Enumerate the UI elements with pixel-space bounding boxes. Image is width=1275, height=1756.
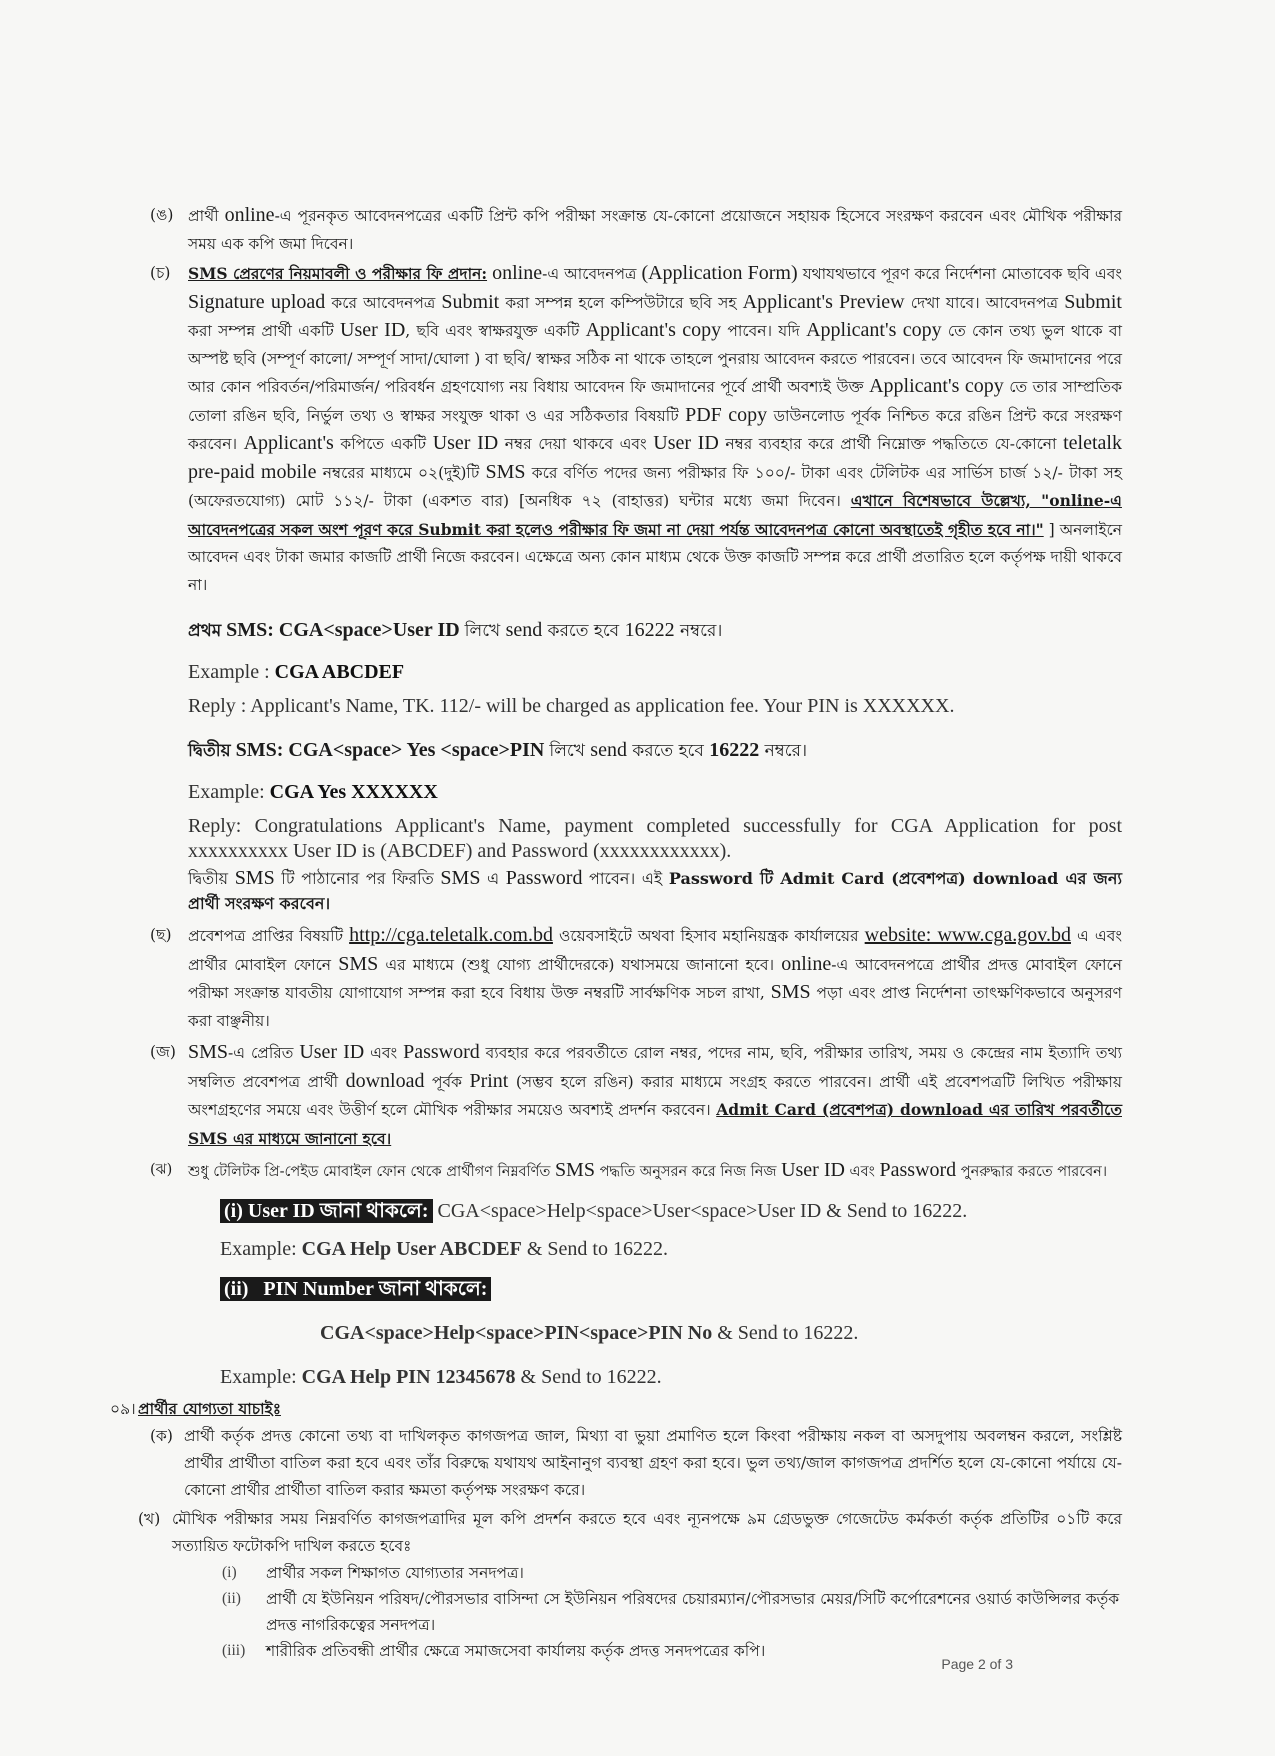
text: , ছবি এবং স্বাক্ষরযুক্ত একটি	[405, 322, 586, 340]
page-content	[110, 202, 1123, 1664]
recovery-command: CGA<space>Help<space>PIN<space>PIN No	[320, 1321, 713, 1344]
text-en: Signature upload	[188, 290, 326, 313]
text: নম্বর দেয়া থাকবে এবং	[498, 435, 654, 453]
sms-rules-heading: SMS প্রেরণের নিয়মাবলী ও পরীক্ষার ফি প্রদান:	[188, 264, 488, 283]
clause-ka	[150, 1423, 1122, 1504]
example-value: CGA ABCDEF	[274, 661, 405, 683]
text: নম্বরে।	[759, 741, 808, 761]
sms-step-2	[188, 737, 1122, 765]
section-number: ০৯।	[110, 1399, 136, 1418]
sms-step-2-reply: Reply: Congratulations Applicant's Name, payment completed successfully for CGA Application for post xxxxxxxxxx User ID is (ABCDEF) and Password (xxxxxxxxxxxx).	[188, 815, 1122, 862]
recovery-user-id-example	[220, 1235, 1122, 1263]
text-en: online	[492, 262, 543, 284]
marker-chh: (ছ)	[150, 926, 172, 944]
text: লিখে	[549, 741, 591, 761]
text: -এ আবেদনপত্রে প্রার্থীর প্রদত্ত মোবাইল ফোনে পরীক্ষা সংক্রান্ত যাবতীয় যোগাযোগ সম্পন্ন করা হবে বিধায় উক্ত নম্বরটি সার্বক্ষণিক সচল রাখা,	[188, 955, 1122, 1002]
text: পুনরুদ্ধার করতে পারবেন।	[956, 1164, 1108, 1180]
example-send: & Send to 16222.	[515, 1365, 662, 1388]
paragraph-u	[150, 202, 1122, 258]
text: এবং	[364, 1044, 404, 1062]
text-en: Applicant's	[243, 432, 334, 454]
marker-c: (চ)	[150, 264, 171, 282]
text: করে বর্ণিত পদের জন্য পরীক্ষার ফি ১০০/- টাকা এবং টেলিটক এর সার্ভিস চার্জ ১২/- টাকা সহ (অফেরতযোগ্য) মোট ১১২/- টাকা (একশত বার) [অনধিক ৭২ (বাহাত্তর) ঘন্টার মধ্যে জমা দিবেন।	[188, 463, 1122, 510]
clause-text: প্রার্থী কর্তৃক প্রদত্ত কোনো তথ্য বা দাখিলকৃত কাগজপত্র জাল, মিথ্যা বা ভুয়া প্রমাণিত হলে কিংবা পরীক্ষায় নকল বা অসদুপায় অবলম্বন করলে, সংশ্লিষ্ট প্রার্থীর প্রার্থীতা বাতিল করা হবে এবং তাঁর বিরুদ্ধে যথাযথ আইনানুগ ব্যবস্থা গ্রহণ করা হবে। ভুল তথ্য/জাল কাগজপত্র প্রদর্শিত হলে যে-কোনো পর্যায়ে যে-কোনো প্রার্থীর প্রার্থীতা বাতিল করার ক্ষমতা কর্তৃপক্ষ সংরক্ষণ করে।	[184, 1426, 1122, 1499]
recovery-pin-example	[220, 1363, 1122, 1391]
sms-step-1-example	[188, 659, 1122, 686]
text-en: Applicant's copy	[806, 319, 942, 341]
page-number: Page 2 of 3	[941, 1656, 1013, 1672]
fee-warning: এখানে বিশেষভাবে উল্লেখ্য, "online-এ আবেদনপত্রের সকল অংশ পূরণ করে Submit করা হলেও পরীক্ষার ফি জমা না দেয়া পর্যন্ত আবেদনপত্র কোনো অবস্থাতেই গৃহীত হবে না।"	[188, 491, 1122, 539]
document-item	[222, 1560, 1122, 1586]
text-en: online	[781, 952, 832, 975]
text-en: User ID	[340, 319, 406, 341]
text-en: Print	[469, 1069, 509, 1092]
text-en: SMS	[554, 1159, 595, 1181]
text: দ্বিতীয়	[188, 869, 235, 888]
text: করা সম্পন্ন হলে কম্পিউটারে ছবি সহ	[499, 293, 743, 312]
sms-command: SMS: CGA<space> Yes <space>PIN	[230, 739, 550, 761]
marker-j: (জ)	[150, 1043, 176, 1061]
section-title: প্রার্থীর যোগ্যতা যাচাইঃ	[138, 1398, 281, 1418]
example-value: CGA Help PIN 12345678	[301, 1365, 516, 1388]
text: -এ প্রেরিত	[228, 1044, 300, 1062]
text-en: teletalk pre-paid mobile	[188, 432, 1122, 483]
text: শুধু টেলিটক প্রি-পেইড মোবাইল ফোন থেকে প্রার্থীগণ নিম্নবর্ণিত	[188, 1164, 555, 1180]
text-en: Applicant's Preview	[742, 290, 905, 313]
text: নম্বরের মাধ্যমে ০২(দুই)টি	[316, 463, 486, 482]
text: পাবেন। যদি	[721, 322, 807, 340]
text: পড়া এবং প্রাপ্ত নির্দেশনা তাৎক্ষণিকভাবে অনুসরণ করা বাঞ্ছনীয়।	[188, 984, 1122, 1030]
text: নম্বর ব্যবহার করে প্রার্থী নিম্নোক্ত পদ্ধতিতে যে-কোনো	[718, 435, 1064, 453]
text: ওয়েবসাইটে অথবা হিসাব মহানিয়ন্ত্রক কার্যালয়ের	[552, 927, 865, 945]
paragraph-c-text	[188, 260, 1122, 599]
item-text: শারীরিক প্রতিবন্ধী প্রার্থীর ক্ষেত্রে সমাজসেবা কার্যালয় কর্তৃক প্রদত্ত সনদপত্রের কপি।	[266, 1641, 766, 1660]
text: পদ্ধতি অনুসরন করে নিজ নিজ	[594, 1164, 782, 1180]
recovery-pin	[220, 1275, 1122, 1303]
text: ডাউনলোড পূর্বক নিশ্চিত করে রঙিন প্রিন্ট করে সংরক্ষণ করবেন।	[188, 406, 1122, 453]
text-en: SMS	[770, 981, 811, 1003]
text: করতে হবে	[542, 621, 625, 641]
text-en: PDF copy	[685, 403, 768, 426]
text-en: Password	[403, 1041, 480, 1063]
text-en: send	[590, 739, 627, 761]
example-value: CGA Help User ABCDEF	[301, 1237, 522, 1260]
text-en: Submit	[1064, 290, 1122, 313]
recovery-command: CGA<space>Help<space>User<space>User ID	[432, 1199, 822, 1222]
text-en: send	[505, 619, 543, 641]
text-en: (Application Form)	[641, 262, 798, 284]
text: -এ পূরনকৃত আবেদনপত্রের একটি প্রিন্ট কপি পরীক্ষা সংক্রান্ত যে-কোনো প্রয়োজনে সহায়ক হিসেবে সংরক্ষণ করবেন এবং মৌখিক পরীক্ষার সময় এক কপি জমা দিবেন।	[188, 207, 1123, 253]
text-en: SMS	[485, 460, 526, 483]
text-en: Applicant's copy	[869, 375, 1004, 397]
paragraph-jh	[150, 1157, 1122, 1187]
text-en: User ID	[781, 1159, 845, 1181]
sms-step-label: প্রথম	[188, 621, 222, 641]
clause-marker: (খ)	[138, 1509, 161, 1528]
paragraph-j-text	[188, 1039, 1122, 1153]
paragraph-chh	[150, 922, 1122, 1035]
text: তে তার সাম্প্রতিক তোলা রঙিন ছবি, নির্ভুল তথ্য ও স্বাক্ষর সংযুক্ত থাকা ও এর সঠিকতার বিষয়টি	[188, 378, 1122, 425]
item-text: প্রার্থী যে ইউনিয়ন পরিষদ/পৌরসভার বাসিন্দা সে ইউনিয়ন পরিষদের চেয়ারম্যান/পৌরসভার মেয়র/সিটি কর্পোরেশনের ওয়ার্ড কাউন্সিলর কর্তৃক প্রদত্ত নাগরিকত্বের সনদপত্র।	[266, 1589, 1120, 1634]
item-marker: (iii)	[222, 1641, 246, 1659]
item-text: প্রার্থীর সকল শিক্ষাগত যোগ্যতার সনদপত্র।	[266, 1563, 524, 1582]
text-en: SMS	[188, 1041, 229, 1063]
sms-step-1	[188, 617, 1122, 645]
text: প্রবেশপত্র প্রাপ্তির বিষয়টি	[188, 927, 350, 945]
paragraph-j	[150, 1039, 1122, 1153]
sms-command: SMS: CGA<space>User ID	[221, 619, 465, 641]
paragraph-jh-text	[188, 1157, 1122, 1187]
text: এর মাধ্যমে (শুধু যোগ্য প্রার্থীদেরকে) যথাসময়ে জানানো হবে।	[378, 955, 782, 974]
text: যথাযথভাবে পূরণ করে নির্দেশনা মোতাবেক ছবি এবং	[797, 265, 1123, 283]
text: করা সম্পন্ন প্রার্থী একটি	[188, 322, 341, 340]
text-en: SMS	[440, 867, 481, 889]
item-marker: (i)	[222, 1563, 237, 1581]
recovery-pin-label: (ii) PIN Number জানা থাকলে:	[220, 1277, 491, 1301]
text: এবং	[844, 1164, 880, 1180]
text-en: User ID	[653, 432, 719, 454]
paragraph-c	[150, 260, 1122, 599]
password-note: Password টি Admit Card (প্রবেশপত্র) download এর জন্য প্রার্থী সংরক্ষণ করবেন।	[188, 869, 1123, 913]
text: তে কোন তথ্য ভুল থাকে বা অস্পষ্ট ছবি (সম্পূর্ণ কালো/ সম্পূর্ণ সাদা/ঘোলা ) বা ছবি/ স্বাক্ষর সঠিক না থাকে তাহলে পুনরায় আবেদন করতে পারবেন। তবে আবেদন ফি জমাদানের পরে আর কোন পরিবর্তন/পরিমার্জন/ পরিবর্ধন গ্রহণযোগ্য নয় বিধায় আবেদন ফি জমাদানের পূর্বে প্রার্থী অবশ্যই উক্ত	[188, 322, 1122, 396]
text: করে আবেদনপত্র	[325, 293, 442, 312]
text-en: User ID	[432, 432, 499, 454]
text-en: Password	[505, 867, 583, 889]
clause-text: মৌখিক পরীক্ষার সময় নিম্নবর্ণিত কাগজপত্রাদির মূল কপি প্রদর্শন করতে হবে এবং ন্যূনপক্ষে ৯ম গ্রেডভুক্ত গেজেটেড কর্মকর্তা কর্তৃক প্রতিটির ০১টি করে সত্যায়িত ফটোকপি দাখিল করতে হবেঃ	[172, 1509, 1122, 1555]
recovery-pin-command	[320, 1319, 1122, 1347]
text: পূর্বক	[424, 1072, 470, 1091]
sms-number: 16222	[709, 739, 760, 761]
sms-step-1-reply: Reply : Applicant's Name, TK. 112/- will be charged as application fee. Your PIN is XXXXXX.	[188, 695, 955, 717]
teletalk-link[interactable]: http://cga.teletalk.com.bd	[349, 924, 553, 946]
text: কপিতে একটি	[333, 435, 433, 453]
text: প্রার্থী	[188, 207, 225, 225]
sms-step-2-note	[188, 866, 1122, 916]
recovery-send: & Send to 16222.	[821, 1199, 968, 1222]
text: টি পাঠানোর পর ফিরতি	[274, 869, 441, 888]
text: এ এবং প্রার্থীর মোবাইল ফোনে	[188, 927, 1123, 974]
text: পাবেন। এই	[582, 869, 669, 888]
example-label: Example:	[220, 1237, 302, 1260]
text-en: online	[224, 204, 275, 226]
marker-jh: (ঝ)	[150, 1162, 173, 1178]
text: ব্যবহার করে পরবর্তীতে রোল নম্বর, পদের নাম, ছবি, পরীক্ষার তারিখ, সময় ও কেন্দ্রের নাম ইত্যাদি তথ্য সম্বলিত প্রবেশপত্র প্রার্থী	[188, 1044, 1122, 1091]
text-en: Submit	[441, 290, 500, 313]
text: এ	[480, 869, 506, 888]
recovery-user-id	[220, 1197, 1122, 1225]
document-item	[222, 1586, 1122, 1638]
section-heading	[110, 1397, 1122, 1421]
paragraph-u-text	[188, 202, 1122, 258]
text: ] অনলাইনে আবেদন এবং টাকা জমার কাজটি প্রার্থী নিজে করবেন। এক্ষেত্রে অন্য কোন মাধ্যম থেকে উক্ত কাজটি সম্পন্ন করে প্রার্থী প্রতারিত হলে কর্তৃপক্ষ দায়ী থাকবে না।	[188, 520, 1122, 594]
recovery-send: & Send to 16222.	[712, 1321, 859, 1344]
section-eligibility	[110, 1397, 1122, 1664]
text: -এ আবেদনপত্র	[542, 265, 642, 283]
example-label: Example:	[188, 781, 270, 803]
text: (সম্ভব হলে রঙিন) করার মাধ্যমে সংগ্রহ করতে পারবেন। প্রার্থী এই প্রবেশপত্রটি লিখিত পরীক্ষায় অংশগ্রহণের সময়ে এবং উত্তীর্ণ হলে মৌখিক পরীক্ষার সময়েও অবশ্যই প্রদর্শন করবেন।	[188, 1072, 1122, 1119]
text-en: Applicant's copy	[585, 319, 722, 341]
text-en: download	[345, 1069, 425, 1092]
example-label: Example:	[220, 1365, 302, 1388]
example-value: CGA Yes XXXXXX	[269, 781, 438, 803]
cga-website-link[interactable]: website: www.cga.gov.bd	[864, 924, 1071, 946]
sms-step-label: দ্বিতীয়	[188, 741, 231, 761]
example-label: Example :	[188, 661, 275, 683]
paragraph-chh-text	[188, 922, 1122, 1035]
clause-marker: (ক)	[150, 1426, 173, 1445]
recovery-user-id-label: (i) User ID জানা থাকলে:	[220, 1199, 433, 1223]
text: দেখা যাবে। আবেদনপত্র	[904, 293, 1065, 312]
text: নম্বরে।	[674, 621, 723, 641]
item-marker: (ii)	[222, 1589, 241, 1607]
example-send: & Send to 16222.	[521, 1237, 668, 1260]
sms-step-2-example	[188, 779, 1122, 806]
text-en: Password	[879, 1159, 957, 1181]
marker-u: (ঙ)	[150, 206, 174, 224]
text-en: SMS	[338, 952, 379, 975]
admit-card-notice: Admit Card (প্রবেশপত্র) download এর তারিখ পরবর্তীতে SMS এর মাধ্যমে জানানো হবে।	[188, 1100, 1122, 1148]
text: লিখে	[464, 621, 506, 641]
sms-number: 16222	[624, 619, 675, 641]
text: করতে হবে	[626, 741, 710, 761]
clause-kha	[138, 1506, 1122, 1560]
text-en: SMS	[234, 867, 275, 889]
text-en: User ID	[299, 1041, 365, 1063]
